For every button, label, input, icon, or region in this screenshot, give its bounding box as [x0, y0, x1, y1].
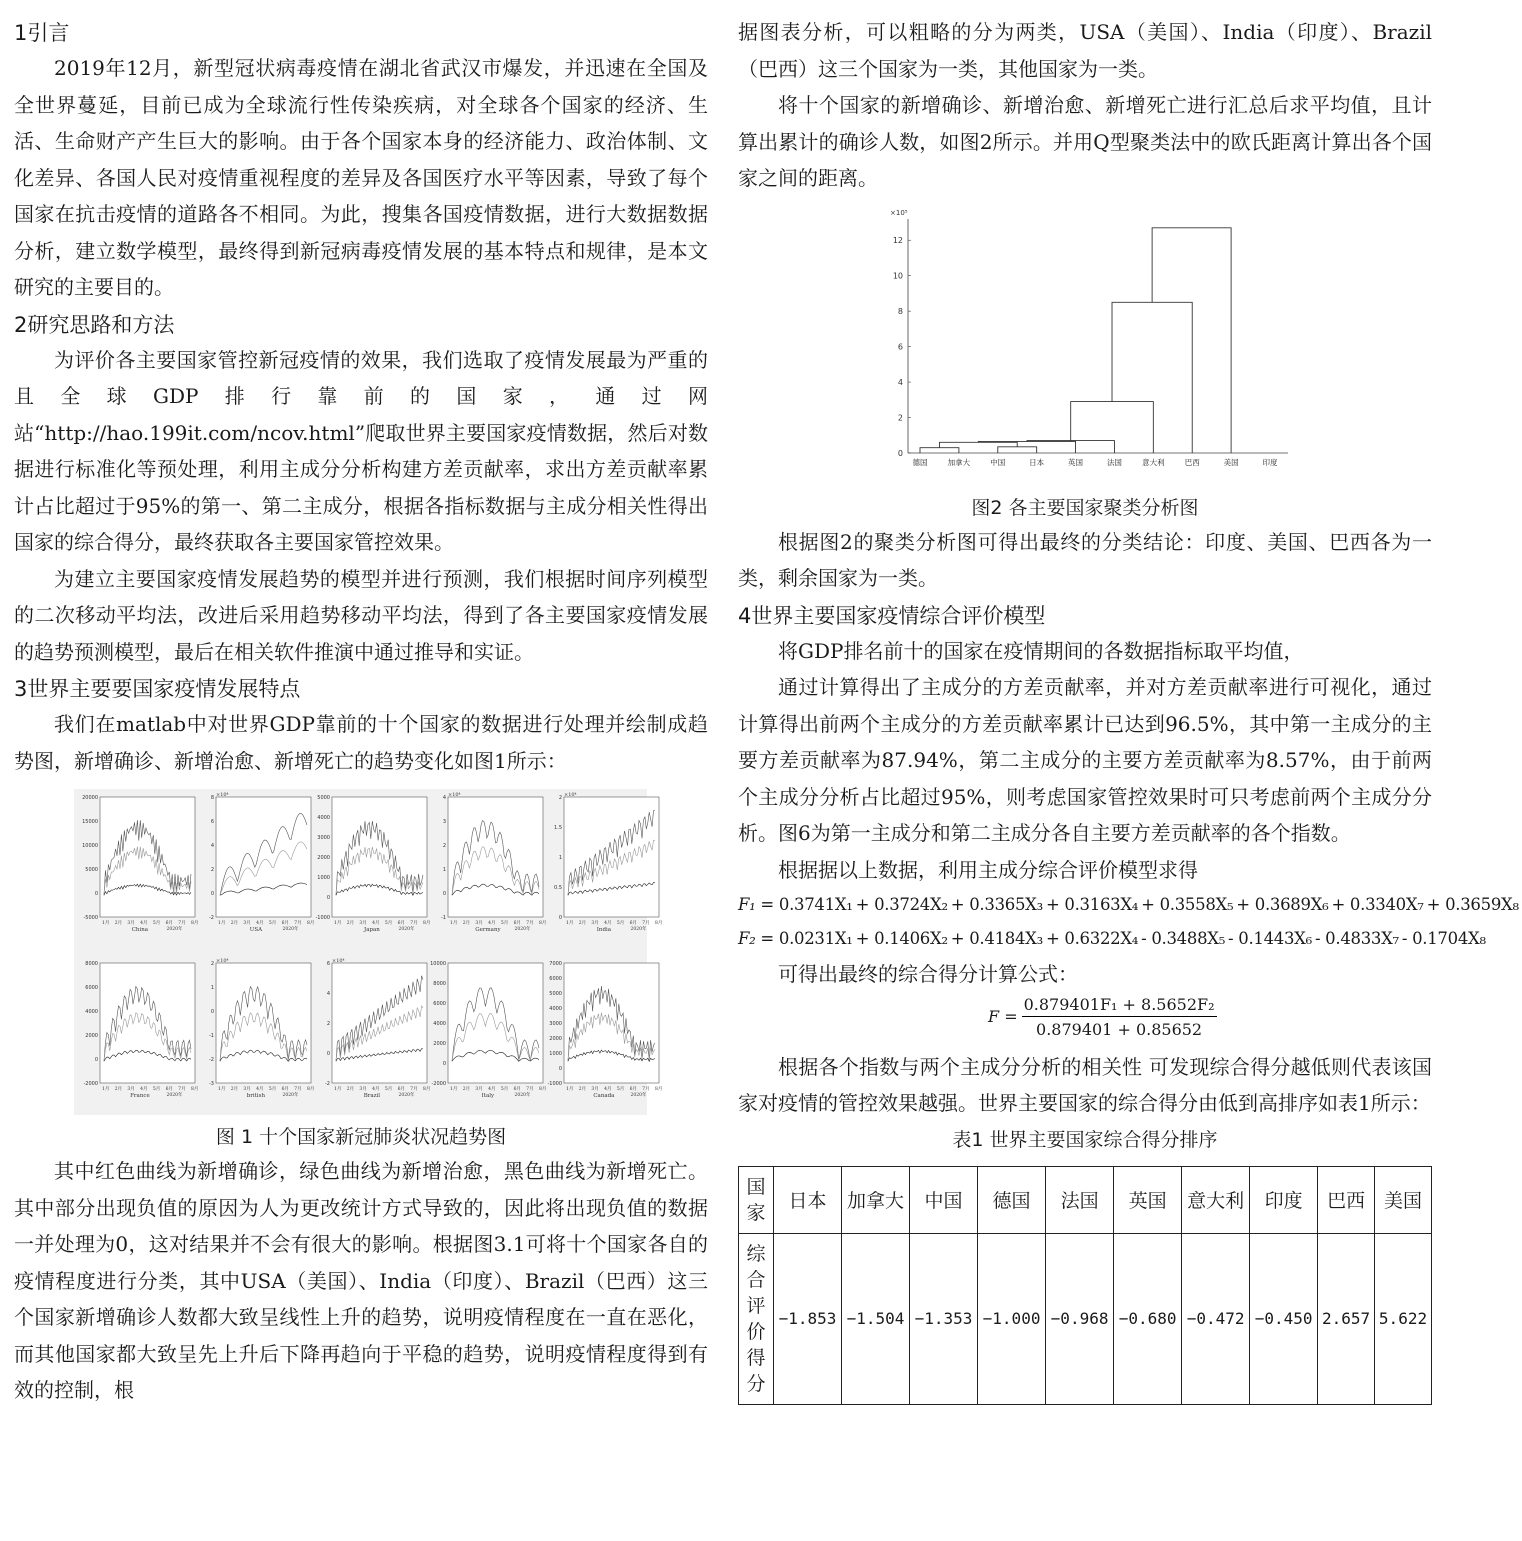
dendrogram-leaf-label: 中国	[990, 457, 1006, 467]
section-4-paragraph-1: 将GDP排名前十的国家在疫情期间的各数据指标取平均值，	[778, 638, 1304, 663]
section-2-paragraph-2: 为建立主要国家疫情发展趋势的模型并进行预测，我们根据时间序列模型的二次移动平均法，改进后采用趋势移动平均法，得到了各主要国家疫情发展的趋势预测模型，最后在相关软件推演中通过推导和实证。	[14, 566, 708, 664]
panel-ytick: 4	[210, 843, 214, 849]
panel-month-tick: 4月	[140, 1087, 148, 1092]
panel-exponent: ×10⁴	[216, 958, 229, 964]
panel-frame	[216, 963, 311, 1083]
panel-month-tick: 6月	[281, 921, 289, 926]
figure-1-trend-charts	[74, 789, 663, 1115]
table-country-cell: 印度	[1250, 1166, 1318, 1233]
panel-ytick: 3000	[549, 1021, 562, 1027]
panel-month-tick: 1月	[566, 1087, 574, 1092]
equation-term: + 0.3724X₂	[855, 895, 948, 914]
panel-exponent: ×10⁴	[448, 792, 461, 798]
section-4-paragraph-4: 可得出最终的综合得分计算公式：	[778, 962, 1078, 986]
table-country-cell: 法国	[1046, 1166, 1114, 1233]
equation-term: 0.0231X₁	[778, 929, 853, 948]
eq-f1-terms	[779, 895, 1522, 914]
panel-month-tick: 3月	[359, 1087, 367, 1092]
panel-ytick: -2	[325, 1081, 330, 1087]
equation-term: 0.3741X₁	[778, 895, 853, 914]
panel-month-tick: 2月	[346, 921, 355, 926]
figure-1-caption: 图 1 十个国家新冠肺炎状况趋势图	[215, 1126, 507, 1148]
trend-panel-brazil	[325, 958, 430, 1099]
panel-month-tick: 1月	[218, 921, 226, 926]
dendrogram-ytick-label: 2	[897, 413, 903, 423]
equation-term: + 0.3659X₈	[1426, 895, 1519, 914]
panel-month-tick: 4月	[256, 1087, 264, 1092]
right-column	[738, 14, 1519, 1405]
dendrogram-svg	[878, 203, 1298, 488]
panel-frame	[448, 963, 543, 1083]
panel-ytick: 2000	[85, 1033, 98, 1039]
dendrogram-leaf-label: 德国	[912, 457, 928, 467]
panel-country-label: Brazil	[363, 1093, 381, 1099]
row-label-char: 家	[746, 1201, 766, 1224]
panel-ytick: 2	[326, 1021, 330, 1027]
fraction	[1022, 995, 1217, 1039]
dendrogram-ytick-label: 8	[897, 306, 903, 316]
equation-term: - 0.4833X₇	[1314, 929, 1399, 948]
row-label-char: 价	[746, 1320, 766, 1343]
trend-panel-france	[83, 961, 198, 1099]
panel-month-tick: 7月	[294, 921, 302, 926]
panel-ytick: 6	[326, 961, 330, 967]
eq-f2-lhs: F₂ =	[738, 929, 774, 948]
panel-ytick: 0	[326, 895, 330, 901]
panel-year-label: 2020年	[282, 927, 299, 932]
equation-term: + 0.1406X₂	[855, 929, 948, 948]
panel-month-tick: 4月	[604, 1087, 612, 1092]
panel-ytick: -1	[441, 915, 446, 921]
panel-ytick: 2	[210, 961, 214, 967]
panel-ytick: 0	[558, 1066, 562, 1072]
section-3-paragraph-2: 其中红色曲线为新增确诊，绿色曲线为新增治愈，黑色曲线为新增死亡。其中部分出现负值的原因为人为更改统计方式导致的，因此将出现负值的数据一并处理为0，这对结果并不会有很大的影响。根据图3.1可将十个国家各自的疫情程度进行分类，其中USA（美国）、India（印度）、Brazil（巴西）这三个国家新增确诊人数都大致呈线性上升的趋势，说明疫情程度在一直在恶化，而其他国家都大致呈先上升后下降再趋向于平稳的趋势，说明疫情程度得到有效的控制，根	[14, 1159, 708, 1402]
table-score-cell: −0.450	[1250, 1233, 1318, 1404]
panel-month-tick: 4月	[604, 921, 612, 926]
section-3-paragraph-1: 我们在matlab中对世界GDP靠前的十个国家的数据进行处理并绘制成趋势图，新增确诊、新增治愈、新增死亡的趋势变化如图1所示：	[14, 712, 708, 773]
panel-month-tick: 6月	[397, 1087, 405, 1092]
panel-ytick: -1	[209, 1033, 214, 1039]
panel-month-tick: 3月	[127, 1087, 135, 1092]
panel-month-tick: 5月	[152, 921, 161, 926]
section-1-paragraph: 2019年12月，新型冠状病毒疫情在湖北省武汉市爆发，并迅速在全国及全世界蔓延，目前已成为全球流行性传染疾病，对全球各个国家的经济、生活、生命财产产生巨大的影响。由于各个国家本身的经济能力、政治体制、文化差异、各国人民对疫情重视程度的差异及各国医疗水平等因素，导致了每个国家在抗击疫情的道路各不相同。为此，搜集各国疫情数据，进行大数据数据分析，建立数学模型，最终得到新冠病毒疫情发展的基本特点和规律，是本文研究的主要目的。	[14, 56, 708, 299]
section-4-paragraph-5: 根据各个指数与两个主成分分析的相关性 可发现综合得分越低则代表该国家对疫情的管控效果越强。世界主要国家的综合得分由低到高排序如表1所示：	[738, 1054, 1432, 1115]
panel-month-tick: 6月	[165, 921, 173, 926]
panel-country-label: China	[131, 927, 149, 933]
panel-ytick: 1	[442, 867, 446, 873]
dendrogram-leaf-label: 巴西	[1184, 457, 1200, 467]
panel-month-tick: 1月	[450, 1087, 458, 1092]
panel-year-label: 2020年	[398, 927, 415, 932]
panel-exponent: ×10⁴	[332, 958, 345, 964]
panel-month-tick: 7月	[178, 921, 186, 926]
panel-ytick: -2000	[431, 1081, 446, 1087]
panel-month-tick: 4月	[488, 921, 496, 926]
panel-month-tick: 8月	[539, 921, 547, 926]
table-score-cell: 2.657	[1318, 1233, 1375, 1404]
panel-month-tick: 2月	[114, 1087, 123, 1092]
panel-month-tick: 3月	[591, 921, 599, 926]
panel-month-tick: 4月	[488, 1087, 496, 1092]
table-country-cell: 美国	[1375, 1166, 1432, 1233]
panel-year-label: 2020年	[166, 1093, 183, 1098]
panel-country-label: Japan	[363, 927, 380, 933]
equation-term: + 0.4184X₃	[950, 929, 1043, 948]
section-4-paragraph-2: 通过计算得出了主成分的方差贡献率，并对方差贡献率进行可视化，通过计算得出前两个主成分的方差贡献率累计已达到96.5%，其中第一主成分的主要方差贡献率为87.94%，第二主成分的主要方差贡献率为8.57%，由于前两个主成分分析占比超过95%，则考虑国家管控效果时可只考虑前两个主成分分析。图6为第一主成分和第二主成分各自主要方差贡献率的各个指数。	[738, 675, 1432, 845]
panel-month-tick: 4月	[140, 921, 148, 926]
panel-ytick: 0.5	[554, 885, 562, 891]
panel-frame	[448, 797, 543, 917]
panel-ytick: 2000	[433, 1041, 446, 1047]
panel-month-tick: 2月	[230, 921, 239, 926]
trend-panel-usa	[209, 792, 314, 933]
panel-ytick: 5000	[549, 991, 562, 997]
panel-ytick: 4000	[433, 1021, 446, 1027]
table-country-cell: 巴西	[1318, 1166, 1375, 1233]
dendrogram-ytick-label: 4	[897, 377, 903, 387]
panel-month-tick: 6月	[629, 1087, 637, 1092]
eq-f2-terms	[779, 929, 1489, 948]
dendrogram-leaf-label: 英国	[1068, 457, 1084, 467]
panel-month-tick: 2月	[462, 921, 471, 926]
panel-ytick: 0	[210, 1009, 214, 1015]
figure-1-svg	[74, 789, 663, 1115]
panel-month-tick: 3月	[243, 1087, 251, 1092]
figure-2-dendrogram	[878, 203, 1298, 488]
panel-month-tick: 6月	[397, 921, 405, 926]
summary-paragraph: 将十个国家的新增确诊、新增治愈、新增死亡进行汇总后求平均值，且计算出累计的确诊人数，如图2所示。并用Q型聚类法中的欧氏距离计算出各个国家之间的距离。	[738, 93, 1432, 190]
section-1-title: 1引言	[14, 21, 70, 45]
panel-ytick: 4000	[549, 1006, 562, 1012]
panel-ytick: 2000	[317, 855, 330, 861]
panel-ytick: 0	[442, 891, 446, 897]
table-country-cell: 日本	[774, 1166, 842, 1233]
panel-month-tick: 1月	[334, 921, 342, 926]
trend-panel-canada	[547, 961, 662, 1099]
continued-paragraph: 据图表分析，可以粗略的分为两类，USA（美国）、India（印度）、Brazil（巴西）这三个国家为一类，其他国家为一类。	[738, 20, 1432, 81]
panel-month-tick: 6月	[513, 921, 521, 926]
dendrogram-link	[920, 447, 959, 452]
panel-month-tick: 1月	[334, 1087, 342, 1092]
panel-month-tick: 3月	[127, 921, 135, 926]
table-score-cell: −1.504	[842, 1233, 910, 1404]
panel-ytick: -1000	[547, 1081, 562, 1087]
panel-month-tick: 8月	[655, 1087, 663, 1092]
panel-ytick: 1	[558, 855, 562, 861]
panel-ytick: -3	[209, 1081, 214, 1087]
panel-ytick: 4	[326, 991, 330, 997]
equation-term: + 0.6322X₄	[1045, 929, 1139, 948]
panel-month-tick: 5月	[616, 921, 625, 926]
panel-country-label: Italy	[481, 1093, 495, 1099]
panel-ytick: 5000	[317, 795, 330, 801]
panel-ytick: 4000	[85, 1009, 98, 1015]
panel-country-label: France	[130, 1093, 150, 1099]
figure-2-caption: 图2 各主要国家聚类分析图	[971, 496, 1199, 519]
trend-panel-japan	[315, 795, 430, 933]
score-ranking-table	[738, 1166, 1432, 1405]
table-header-row	[739, 1166, 1432, 1233]
panel-year-label: 2020年	[282, 1093, 299, 1098]
dendrogram-link	[1112, 302, 1192, 453]
panel-month-tick: 3月	[243, 921, 251, 926]
panel-month-tick: 8月	[423, 1087, 431, 1092]
panel-year-label: 2020年	[630, 1093, 647, 1098]
panel-month-tick: 8月	[191, 921, 199, 926]
panel-ytick: 6000	[85, 985, 98, 991]
panel-month-tick: 7月	[410, 1087, 418, 1092]
panel-month-tick: 2月	[578, 1087, 587, 1092]
eq-f1-lhs: F₁ =	[738, 895, 774, 914]
panel-year-label: 2020年	[514, 1093, 531, 1098]
panel-month-tick: 5月	[616, 1087, 625, 1092]
trend-panel-british	[209, 958, 314, 1099]
dendrogram-link	[1152, 227, 1231, 452]
table-score-cell: −0.472	[1182, 1233, 1250, 1404]
equation-term: + 0.3163X₄	[1045, 895, 1139, 914]
section-2-paragraph-1: 为评价各主要国家管控新冠疫情的效果，我们选取了疫情发展最为严重的且全球GDP排行靠前的国家，通过网站“http://hao.199it.com/ncov.html”爬取世界主要国家疫情数据，然后对数据进行标准化等预处理，利用主成分分析构建方差贡献率，求出方差贡献率累计占比超过于95%的第一、第二主成分，根据各指标数据与主成分相关性得出国家的综合得分，最终获取各主要国家管控效果。	[14, 347, 708, 554]
panel-month-tick: 7月	[642, 1087, 650, 1092]
panel-frame	[216, 797, 311, 917]
table-score-cell: −1.000	[978, 1233, 1046, 1404]
table-score-cell: −0.680	[1114, 1233, 1182, 1404]
panel-ytick: 6	[210, 819, 214, 825]
panel-ytick: 4000	[317, 815, 330, 821]
panel-month-tick: 1月	[102, 921, 110, 926]
panel-country-label: Germany	[475, 927, 501, 933]
panel-month-tick: 2月	[578, 921, 587, 926]
panel-ytick: 0	[558, 915, 562, 921]
panel-month-tick: 1月	[450, 921, 458, 926]
panel-ytick: 2	[210, 867, 214, 873]
panel-month-tick: 3月	[591, 1087, 599, 1092]
equation-f1	[738, 888, 1519, 922]
panel-ytick: -2	[209, 915, 214, 921]
panel-ytick: 0	[326, 1051, 330, 1057]
panel-year-label: 2020年	[514, 927, 531, 932]
panel-ytick: 10000	[430, 961, 446, 967]
panel-month-tick: 2月	[230, 1087, 239, 1092]
panel-frame	[564, 963, 659, 1083]
panel-ytick: 0	[210, 891, 214, 897]
panel-ytick: 15000	[82, 819, 98, 825]
panel-frame	[332, 797, 427, 917]
dendrogram-link	[1027, 440, 1115, 452]
panel-ytick: 0	[442, 1061, 446, 1067]
dendrogram-leaf-label: 美国	[1223, 457, 1239, 467]
eq-f-lhs: F =	[988, 1007, 1018, 1026]
panel-ytick: 8000	[85, 961, 98, 967]
table-score-cell: −1.853	[774, 1233, 842, 1404]
panel-country-label: Canada	[593, 1093, 615, 1099]
panel-month-tick: 4月	[372, 1087, 380, 1092]
panel-ytick: 0	[94, 1057, 98, 1063]
table-score-row	[739, 1233, 1432, 1404]
row-label-char: 得	[746, 1346, 766, 1369]
dendrogram-exponent: ×10⁵	[890, 208, 908, 217]
dendrogram-ytick-label: 10	[892, 271, 903, 281]
equation-term: - 0.1443X₆	[1228, 929, 1312, 948]
panel-year-label: 2020年	[630, 927, 647, 932]
panel-ytick: 10000	[82, 843, 98, 849]
equation-f2	[738, 922, 1486, 956]
panel-ytick: 1	[210, 985, 214, 991]
panel-month-tick: 7月	[410, 921, 418, 926]
panel-month-tick: 7月	[526, 921, 534, 926]
panel-month-tick: 7月	[178, 1087, 186, 1092]
left-column	[14, 14, 708, 1409]
dendrogram-leaf-label: 法国	[1106, 457, 1122, 467]
table-score-cell: −1.353	[910, 1233, 978, 1404]
dendrogram-leaf-label: 意大利	[1142, 457, 1165, 467]
panel-month-tick: 1月	[218, 1087, 226, 1092]
trend-panel-italy	[430, 961, 546, 1099]
panel-month-tick: 1月	[566, 921, 574, 926]
panel-month-tick: 8月	[423, 921, 431, 926]
panel-month-tick: 3月	[359, 921, 367, 926]
panel-month-tick: 4月	[372, 921, 380, 926]
panel-month-tick: 6月	[165, 1087, 173, 1092]
panel-ytick: 7000	[549, 961, 562, 967]
panel-month-tick: 8月	[307, 1087, 315, 1092]
row-label-country	[739, 1166, 774, 1233]
dendrogram-ytick-label: 12	[892, 235, 903, 245]
panel-month-tick: 1月	[102, 1087, 110, 1092]
panel-month-tick: 4月	[256, 921, 264, 926]
panel-ytick: 8	[210, 795, 214, 801]
trend-panel-germany	[441, 792, 546, 933]
dendrogram-leaf-label: 加拿大	[947, 457, 971, 467]
panel-month-tick: 5月	[384, 1087, 393, 1092]
panel-month-tick: 6月	[281, 1087, 289, 1092]
panel-ytick: 2	[558, 795, 562, 801]
panel-ytick: -2	[209, 1057, 214, 1063]
panel-month-tick: 5月	[500, 1087, 509, 1092]
panel-month-tick: 3月	[475, 1087, 483, 1092]
dendrogram-leaf-label: 日本	[1029, 457, 1045, 467]
panel-ytick: 4	[442, 795, 446, 801]
panel-month-tick: 8月	[539, 1087, 547, 1092]
table-country-cell: 中国	[910, 1166, 978, 1233]
panel-month-tick: 5月	[152, 1087, 161, 1092]
equation-term: - 0.3488X₅	[1141, 929, 1226, 948]
table-country-cell: 英国	[1114, 1166, 1182, 1233]
panel-month-tick: 5月	[384, 921, 393, 926]
panel-country-label: british	[246, 1093, 266, 1099]
panel-month-tick: 7月	[642, 921, 650, 926]
trend-panel-china	[82, 795, 198, 933]
table-score-cell: −0.968	[1046, 1233, 1114, 1404]
panel-month-tick: 2月	[114, 921, 123, 926]
panel-exponent: ×10⁴	[216, 792, 229, 798]
row-label-char: 综	[746, 1242, 766, 1265]
panel-ytick: 1000	[549, 1051, 562, 1057]
panel-exponent: ×10⁴	[564, 792, 577, 798]
panel-ytick: 2	[442, 843, 446, 849]
fraction-denominator: 0.879401 + 0.85652	[1036, 1019, 1203, 1039]
table-country-cell: 意大利	[1182, 1166, 1250, 1233]
row-label-char: 合	[746, 1268, 766, 1291]
panel-ytick: 3	[442, 819, 446, 825]
panel-month-tick: 5月	[500, 921, 509, 926]
panel-month-tick: 8月	[307, 921, 315, 926]
panel-ytick: 0	[94, 891, 98, 897]
section-3-title: 3世界主要要国家疫情发展特点	[14, 677, 301, 701]
equation-term: - 0.1704X₈	[1401, 929, 1486, 948]
panel-ytick: 6000	[549, 976, 562, 982]
equation-term: + 0.3689X₆	[1236, 895, 1329, 914]
section-4-title: 4世界主要国家疫情综合评价模型	[738, 603, 1046, 628]
section-2-title: 2研究思路和方法	[14, 312, 175, 337]
panel-ytick: 1000	[317, 875, 330, 881]
panel-month-tick: 3月	[475, 921, 483, 926]
panel-year-label: 2020年	[166, 927, 183, 932]
row-label-char: 评	[746, 1294, 766, 1317]
panel-month-tick: 6月	[513, 1087, 521, 1092]
panel-month-tick: 5月	[268, 921, 277, 926]
panel-month-tick: 7月	[294, 1087, 302, 1092]
panel-month-tick: 8月	[655, 921, 663, 926]
equation-term: + 0.3365X₃	[950, 895, 1043, 914]
cluster-conclusion-paragraph: 根据图2的聚类分析图可得出最终的分类结论：印度、美国、巴西各为一类，剩余国家为一类。	[738, 529, 1432, 590]
panel-frame	[332, 963, 427, 1083]
panel-month-tick: 5月	[268, 1087, 277, 1092]
row-label-char: 分	[746, 1372, 766, 1395]
panel-ytick: 6000	[433, 1001, 446, 1007]
panel-ytick: -5000	[83, 915, 98, 921]
panel-year-label: 2020年	[398, 1093, 415, 1098]
table-score-cell: 5.622	[1375, 1233, 1432, 1404]
table-country-cell: 加拿大	[842, 1166, 910, 1233]
panel-month-tick: 6月	[629, 921, 637, 926]
dendrogram-link	[1071, 401, 1154, 452]
table-1-caption: 表1 世界主要国家综合得分排序	[952, 1128, 1218, 1151]
panel-month-tick: 2月	[346, 1087, 355, 1092]
equation-term: + 0.3340X₇	[1331, 895, 1424, 914]
row-label-char: 国	[746, 1175, 766, 1198]
fraction-numerator: 0.879401F₁ + 8.5652F₂	[1022, 995, 1217, 1017]
row-label-score	[739, 1233, 774, 1404]
panel-country-label: India	[596, 927, 612, 933]
panel-month-tick: 7月	[526, 1087, 534, 1092]
section-4-paragraph-3: 根据据以上数据，利用主成分综合评价模型求得	[778, 857, 1198, 882]
table-country-cell: 德国	[978, 1166, 1046, 1233]
panel-country-label: USA	[249, 927, 263, 933]
dendrogram-ytick-label: 6	[897, 342, 903, 352]
panel-ytick: 2000	[549, 1036, 562, 1042]
equation-final-score	[988, 995, 1432, 1039]
panel-ytick: 1.5	[554, 825, 562, 831]
equation-term: + 0.3558X₅	[1141, 895, 1234, 914]
dendrogram-link	[998, 446, 1037, 452]
panel-month-tick: 8月	[191, 1087, 199, 1092]
panel-ytick: -2000	[83, 1081, 98, 1087]
panel-ytick: 20000	[82, 795, 98, 801]
panel-ytick: 8000	[433, 981, 446, 987]
panel-ytick: 3000	[317, 835, 330, 841]
panel-ytick: -1000	[315, 915, 330, 921]
panel-month-tick: 2月	[462, 1087, 471, 1092]
panel-frame	[564, 797, 659, 917]
dendrogram-leaf-label: 印度	[1262, 457, 1278, 467]
panel-ytick: 5000	[85, 867, 98, 873]
trend-panel-india	[554, 792, 662, 933]
dendrogram-ytick-label: 0	[897, 448, 903, 458]
